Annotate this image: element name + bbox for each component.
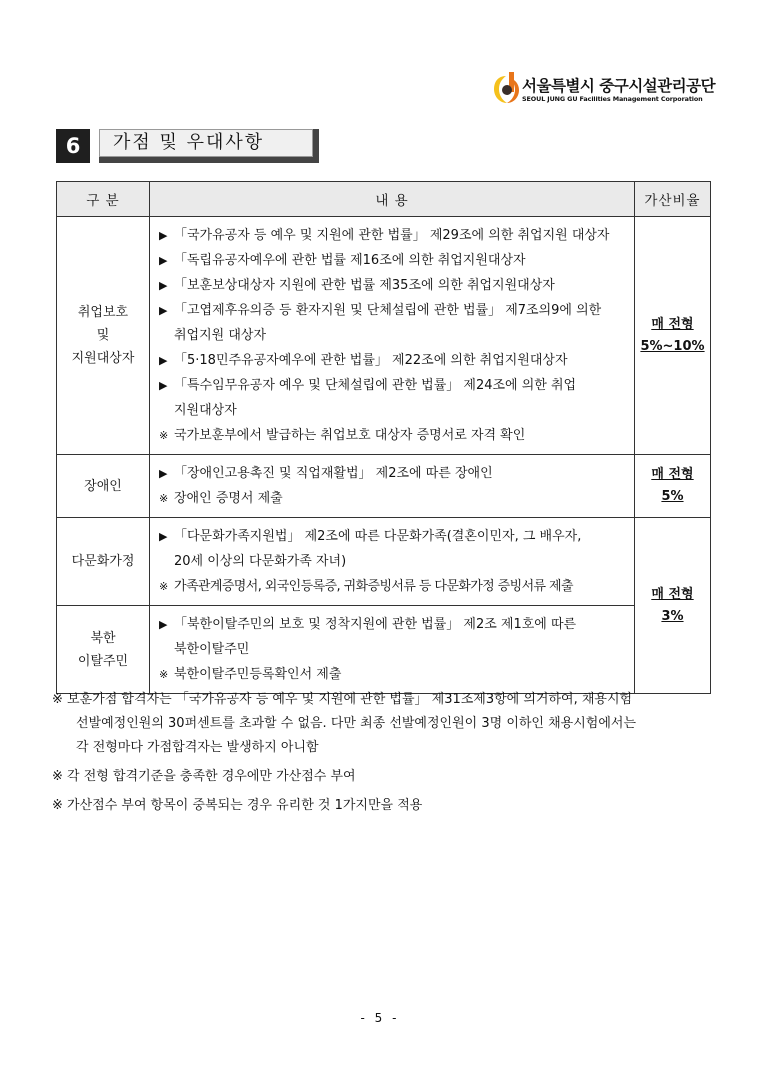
content-line: ▶ 「특수임무유공자 예우 및 단체설립에 관한 법률」 제24조에 의한 취업	[159, 373, 630, 398]
triangle-bullet-icon: ▶	[159, 354, 168, 367]
footnote-text: 보훈가점 합격자는 「국가유공자 등 예우 및 지원에 관한 법률」 제31조제3항에 의거하여, 채용시험	[67, 692, 633, 707]
content-line: ▶ 「다문화가족지원법」 제2조에 따른 다문화가족(결혼이민자, 그 배우자,	[159, 524, 630, 549]
table-row	[57, 217, 711, 455]
note-mark-icon: ※	[159, 668, 169, 681]
rate-value: 3%	[661, 608, 684, 624]
logo-name-korean: 서울특별시 중구시설관리공단	[522, 77, 716, 95]
triangle-bullet-icon: ▶	[159, 379, 168, 392]
content-line: 북한이탈주민	[174, 642, 250, 657]
section-title: 가점 및 우대사항	[99, 129, 313, 157]
table-header-row	[57, 182, 711, 217]
triangle-bullet-icon: ▶	[159, 530, 168, 543]
triangle-bullet-icon: ▶	[159, 467, 168, 480]
triangle-bullet-icon: ▶	[159, 279, 168, 292]
footnote-text: 가산점수 부여 항목이 중복되는 경우 유리한 것 1가지만을 적용	[67, 798, 423, 813]
note-mark-icon: ※	[52, 798, 63, 813]
content-line: ▶ 「장애인고용촉진 및 직업재활법」 제2조에 따른 장애인	[159, 461, 630, 486]
section-number: 6	[56, 129, 90, 163]
note-mark-icon: ※	[159, 429, 169, 442]
content-note-line: ※ 가족관계증명서, 외국인등록증, 귀화증빙서류 등 다문화가정 증빙서류 제출	[159, 574, 630, 599]
footnotes	[52, 688, 722, 823]
triangle-bullet-icon: ▶	[159, 304, 168, 317]
content-note-line: ※ 국가보훈부에서 발급하는 취업보호 대상자 증명서로 자격 확인	[159, 423, 630, 448]
rate-cell	[635, 455, 711, 518]
rate-cell	[635, 217, 711, 455]
category-text: 지원대상자	[71, 351, 135, 366]
rate-label: 매 전형	[651, 467, 694, 482]
rate-label: 매 전형	[651, 586, 694, 602]
header-rate: 가산비율	[635, 182, 711, 217]
category-text: 및	[96, 328, 110, 343]
content-cell	[150, 606, 635, 694]
category-text: 다문화가정	[71, 554, 135, 569]
triangle-bullet-icon: ▶	[159, 229, 168, 242]
table-row	[57, 518, 711, 606]
footnote	[52, 688, 722, 760]
content-line: 20세 이상의 다문화가족 자녀)	[174, 554, 347, 569]
footnote	[52, 765, 722, 789]
content-line: 지원대상자	[174, 403, 237, 418]
category-text: 장애인	[84, 478, 122, 494]
content-cell	[150, 217, 635, 455]
content-line: ▶ 「북한이탈주민의 보호 및 정착지원에 관한 법률」 제2조 제1호에 따른	[159, 612, 630, 637]
category-cell	[57, 217, 150, 455]
page-number: - 5 -	[360, 1011, 400, 1025]
content-line: ▶ 「고엽제후유의증 등 환자지원 및 단체설립에 관한 법률」 제7조의9에 의한	[159, 298, 630, 323]
triangle-bullet-icon: ▶	[159, 618, 168, 631]
content-line: ▶ 「5·18민주유공자예우에 관한 법률」 제22조에 의한 취업지원대상자	[159, 348, 630, 373]
content-cell	[150, 455, 635, 518]
content-line: 취업지원 대상자	[174, 328, 267, 343]
footnote-text: 선발예정인원의 30퍼센트를 초과할 수 없음. 다만 최종 선발예정인원이 3명 이하인 채용시험에서는	[76, 716, 637, 731]
content-line: ▶ 「국가유공자 등 예우 및 지원에 관한 법률」 제29조에 의한 취업지원 대상자	[159, 223, 630, 248]
content-cell	[150, 518, 635, 606]
category-text: 이탈주민	[77, 653, 129, 669]
bonus-points-table	[56, 181, 711, 694]
logo-mark-icon	[492, 72, 520, 106]
category-cell	[57, 518, 150, 606]
header-content: 내 용	[150, 182, 635, 217]
footnote	[52, 794, 722, 818]
footnote-text: 각 전형마다 가점합격자는 발생하지 아니함	[76, 740, 319, 755]
table-row	[57, 455, 711, 518]
content-line: ▶ 「보훈보상대상자 지원에 관한 법률 제35조에 의한 취업지원대상자	[159, 273, 630, 298]
content-note-line: ※ 장애인 증명서 제출	[159, 486, 630, 511]
rate-value: 5%~10%	[640, 338, 705, 354]
section-heading	[99, 129, 319, 163]
category-cell	[57, 606, 150, 694]
note-mark-icon: ※	[159, 580, 168, 593]
logo-name-english: SEOUL JUNG GU Facilities Management Corporation	[522, 95, 703, 103]
category-text: 취업보호	[77, 305, 129, 320]
organization-logo	[492, 72, 722, 108]
category-cell	[57, 455, 150, 518]
rate-value: 5%	[661, 489, 684, 504]
note-mark-icon: ※	[159, 492, 169, 505]
category-text: 북한	[90, 630, 116, 646]
header-category: 구 분	[57, 182, 150, 217]
triangle-bullet-icon: ▶	[159, 254, 168, 267]
note-mark-icon: ※	[52, 692, 63, 707]
content-note-line: ※ 북한이탈주민등록확인서 제출	[159, 662, 630, 687]
rate-label: 매 전형	[651, 316, 694, 332]
rate-cell	[635, 518, 711, 694]
footnote-text: 각 전형 합격기준을 충족한 경우에만 가산점수 부여	[67, 769, 356, 784]
content-line: ▶ 「독립유공자예우에 관한 법률 제16조에 의한 취업지원대상자	[159, 248, 630, 273]
note-mark-icon: ※	[52, 769, 63, 784]
table-row	[57, 606, 711, 694]
